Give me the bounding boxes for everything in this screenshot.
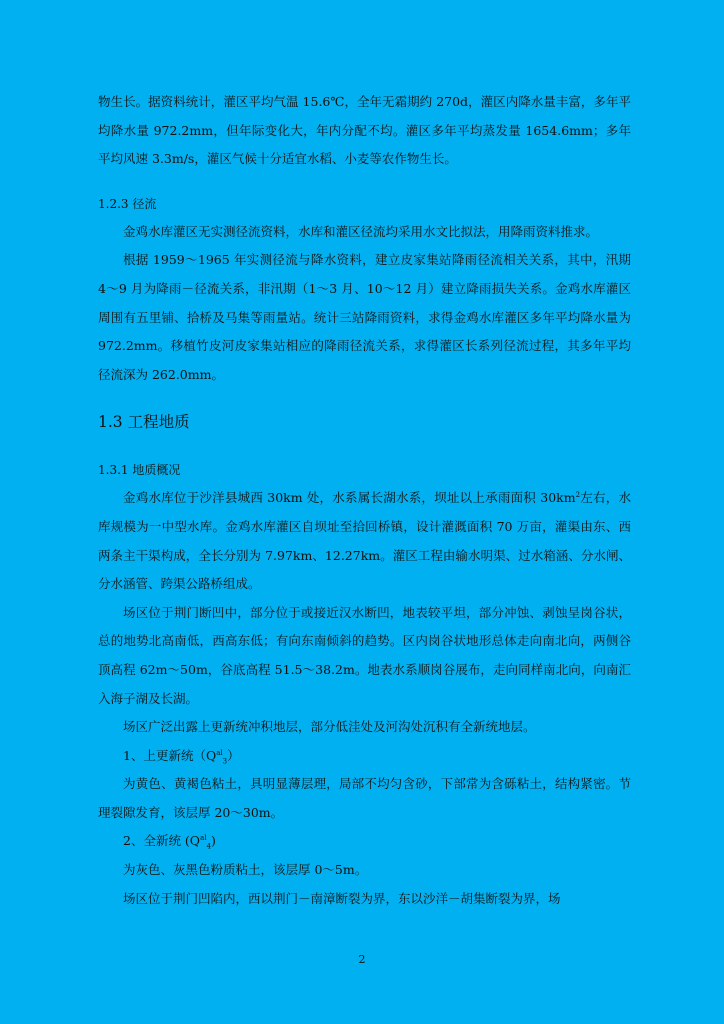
item2-text-b: ) (210, 833, 216, 849)
paragraph-runoff-method: 金鸡水库灌区无实测径流资料，水库和灌区径流均采用水文比拟法，用降雨资料推求。 (123, 223, 599, 239)
item2-text-a: 2、全新统 (Q (123, 833, 201, 849)
reservoir-text-b: 左右，水库规模为一中型水库。金鸡水库灌区自坝址至拾回桥镇，设计灌溉面积 70 万亩，灌渠由东、西两条主干渠构成，全长分别为 7.97km、12.27km。灌区工程由输水明渠、过水箱涵、分水闸、分水涵管、跨渠公路桥组成。 (98, 490, 631, 592)
paragraph-strata: 场区广泛出露上更新统冲积地层，部分低洼处及河沟处沉积有全新统地层。 (123, 719, 536, 735)
paragraph-holocene-desc: 为灰色、灰黑色粉质粘土，该层厚 0～5m。 (123, 862, 368, 878)
item1-text-b: ） (227, 747, 240, 763)
item1-text-a: 1、上更新统（Q (123, 747, 217, 763)
heading-1-3-engineering-geology: 1.3 工程地质 (98, 413, 190, 432)
paragraph-structure: 场区位于荆门凹陷内，西以荆门－南漳断裂为界，东以沙洋－胡集断裂为界，场 (123, 890, 561, 906)
list-item-holocene (98, 827, 631, 856)
page-number: 2 (358, 953, 366, 966)
reservoir-text-a: 金鸡水库位于沙洋县城西 30km 处，水系属长湖水系，坝址以上承雨面积 30km (123, 490, 576, 506)
item1-subscript: 3 (222, 757, 228, 766)
item1-superscript: al (216, 748, 223, 757)
paragraph-runoff-analysis: 根据 1959～1965 年实测径流与降水资料，建立皮家集站降雨径流相关关系，其中，汛期 4～9 月为降雨－径流关系，非汛期（1～3 月、10～12 月）建立降雨损失关系。金鸡水库灌区周围有五里铺、拾桥及马集等雨量站。统计三站降雨资料，求得金鸡水库灌区多年平均降水量为 972.2mm。移植竹皮河皮家集站相应的降雨径流关系，求得灌区长系列径流过程，其多年平均径流深为 262.0mm。 (98, 252, 631, 382)
heading-1-2-3-runoff: 1.2.3 径流 (98, 196, 157, 211)
heading-1-3-1-geology-overview: 1.3.1 地质概况 (98, 463, 181, 478)
list-item-upper-pleistocene (98, 742, 631, 771)
paragraph-upper-pleistocene-desc: 为黄色、黄褐色粘土，具明显薄层理，局部不均匀含砂，下部常为含砾粘土，结构紧密。节理裂隙发育，该层厚 20～30m。 (98, 776, 631, 820)
paragraph-climate: 物生长。据资料统计，灌区平均气温 15.6℃，全年无霜期约 270d，灌区内降水量丰富，多年平均降水量 972.2mm，但年际变化大，年内分配不均。灌区多年平均蒸发量 1654.6mm；多年平均风速 3.3m/s，灌区气候十分适宜水稻、小麦等农作物生长。 (98, 94, 631, 167)
document-body (98, 88, 631, 913)
item2-subscript: 4 (206, 842, 211, 851)
superscript-squared: 2 (575, 491, 581, 500)
paragraph-reservoir-location (98, 484, 631, 598)
item2-superscript: al (200, 834, 207, 843)
paragraph-terrain: 场区位于荆门断凹中，部分位于或接近汉水断凹，地表较平坦，部分冲蚀、剥蚀呈岗谷状，总的地势北高南低，西高东低；有向东南倾斜的趋势。区内岗谷状地形总体走向南北向，两侧谷顶高程 62m～50m，谷底高程 51.5～38.2m。地表水系顺岗谷展布，走向同样南北向，向南汇入海子湖及长湖。 (98, 604, 631, 706)
